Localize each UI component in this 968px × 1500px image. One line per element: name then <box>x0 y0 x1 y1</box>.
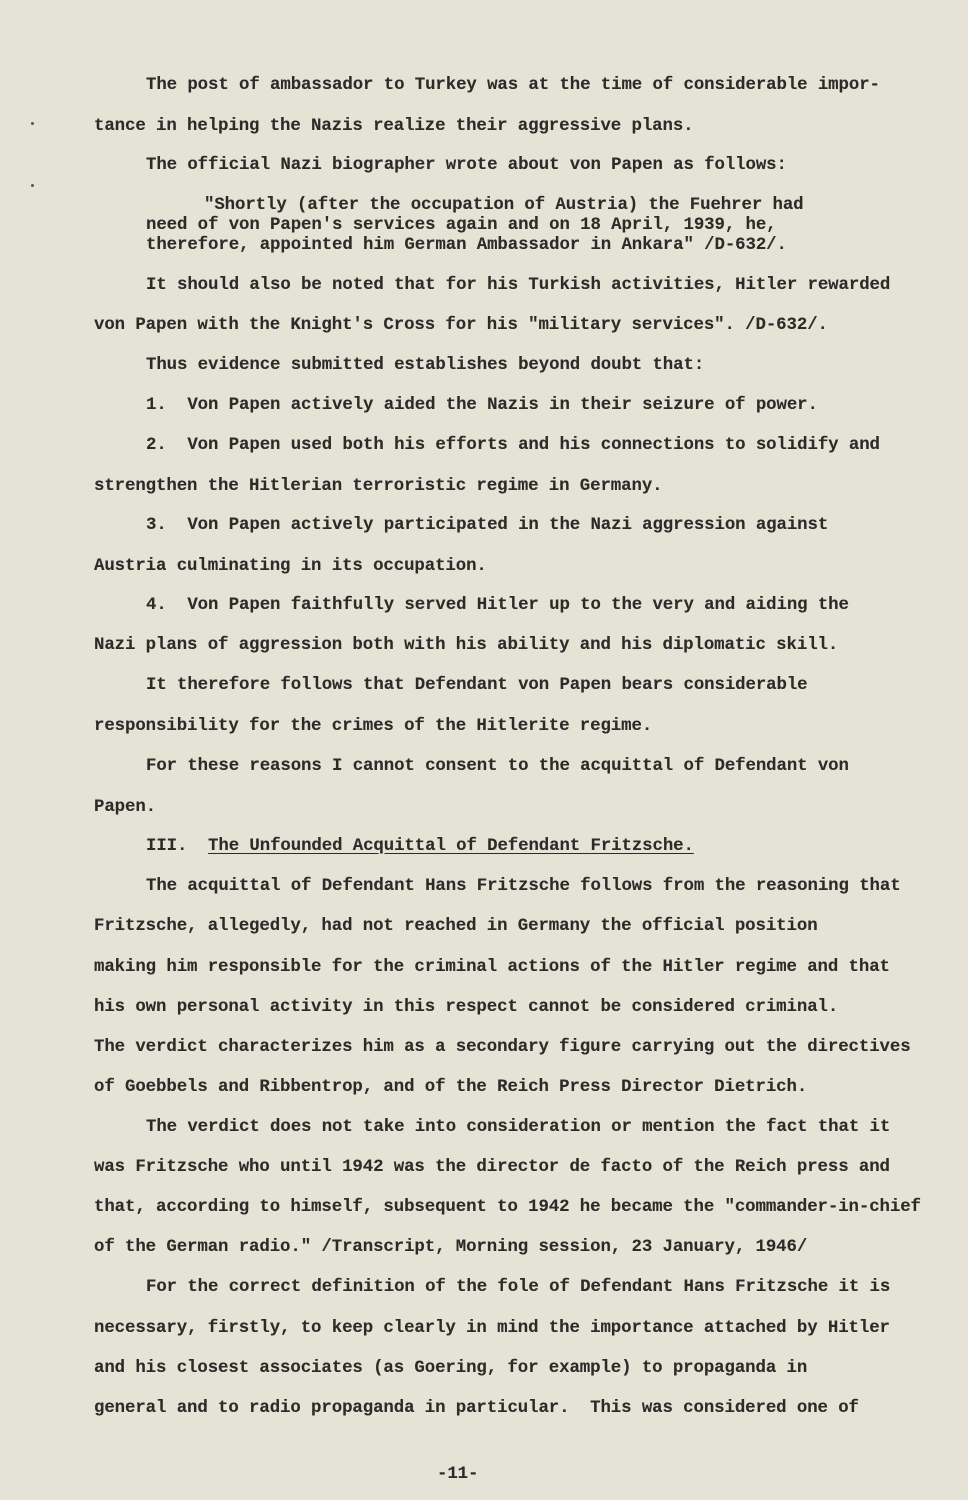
text-line: responsibility for the crimes of the Hitlerite regime. <box>94 717 653 736</box>
text-line: strengthen the Hitlerian terroristic regime in Germany. <box>94 477 663 496</box>
text-line: his own personal activity in this respect cannot be considered criminal. <box>94 998 839 1017</box>
text-line: For the correct definition of the fole of Defendant Hans Fritzsche it is <box>146 1278 891 1297</box>
list-item: 3. Von Papen actively participated in the Nazi aggression against <box>146 516 829 535</box>
text-line: Austria culminating in its occupation. <box>94 557 487 576</box>
quote-line: therefore, appointed him German Ambassador in Ankara" /D-632/. <box>146 236 787 255</box>
section-title: The Unfounded Acquittal of Defendant Fritzsche. <box>208 837 694 856</box>
section-number: III. <box>146 837 188 856</box>
text-line: was Fritzsche who until 1942 was the director de facto of the Reich press and <box>94 1158 890 1177</box>
text-line: of Goebbels and Ribbentrop, and of the Reich Press Director Dietrich. <box>94 1078 808 1097</box>
text-line: and his closest associates (as Goering, for example) to propaganda in <box>94 1359 808 1378</box>
text-line: Thus evidence submitted establishes beyond doubt that: <box>146 356 705 375</box>
list-item: 1. Von Papen actively aided the Nazis in their seizure of power. <box>146 396 818 415</box>
text-line: The verdict does not take into consideration or mention the fact that it <box>146 1118 891 1137</box>
section-heading <box>146 837 694 857</box>
text-line: The acquittal of Defendant Hans Fritzsche follows from the reasoning that <box>146 877 901 896</box>
text-line: It therefore follows that Defendant von Papen bears considerable <box>146 676 808 695</box>
text-line: Papen. <box>94 798 157 817</box>
text-line: It should also be noted that for his Turkish activities, Hitler rewarded <box>146 276 891 295</box>
quote-line: need of von Papen's services again and on 18 April, 1939, he, <box>146 216 777 235</box>
text-line: von Papen with the Knight's Cross for his "military services". /D-632/. <box>94 316 828 335</box>
text-line: making him responsible for the criminal actions of the Hitler regime and that <box>94 958 890 977</box>
text-line: Nazi plans of aggression both with his ability and his diplomatic skill. <box>94 636 839 655</box>
text-line: Fritzsche, allegedly, had not reached in Germany the official position <box>94 917 818 936</box>
quote-line: "Shortly (after the occupation of Austria) the Fuehrer had <box>204 196 804 215</box>
text-line: general and to radio propaganda in particular. This was considered one of <box>94 1399 859 1418</box>
text-line: For these reasons I cannot consent to the acquittal of Defendant von <box>146 757 849 776</box>
paper-mark <box>31 184 34 187</box>
text-line: The post of ambassador to Turkey was at the time of considerable impor- <box>146 76 880 95</box>
list-item: 2. Von Papen used both his efforts and his connections to solidify and <box>146 436 880 455</box>
list-item: 4. Von Papen faithfully served Hitler up to the very and aiding the <box>146 596 849 615</box>
text-line: of the German radio." /Transcript, Morning session, 23 January, 1946/ <box>94 1238 808 1257</box>
text-line: The official Nazi biographer wrote about von Papen as follows: <box>146 156 787 175</box>
text-line: necessary, firstly, to keep clearly in mind the importance attached by Hitler <box>94 1319 890 1338</box>
page-number: -11- <box>437 1465 479 1484</box>
paper-mark <box>31 122 34 125</box>
text-line: The verdict characterizes him as a secondary figure carrying out the directives <box>94 1038 911 1057</box>
text-line: tance in helping the Nazis realize their aggressive plans. <box>94 117 694 136</box>
text-line: that, according to himself, subsequent to 1942 he became the "commander-in-chief <box>94 1198 921 1217</box>
